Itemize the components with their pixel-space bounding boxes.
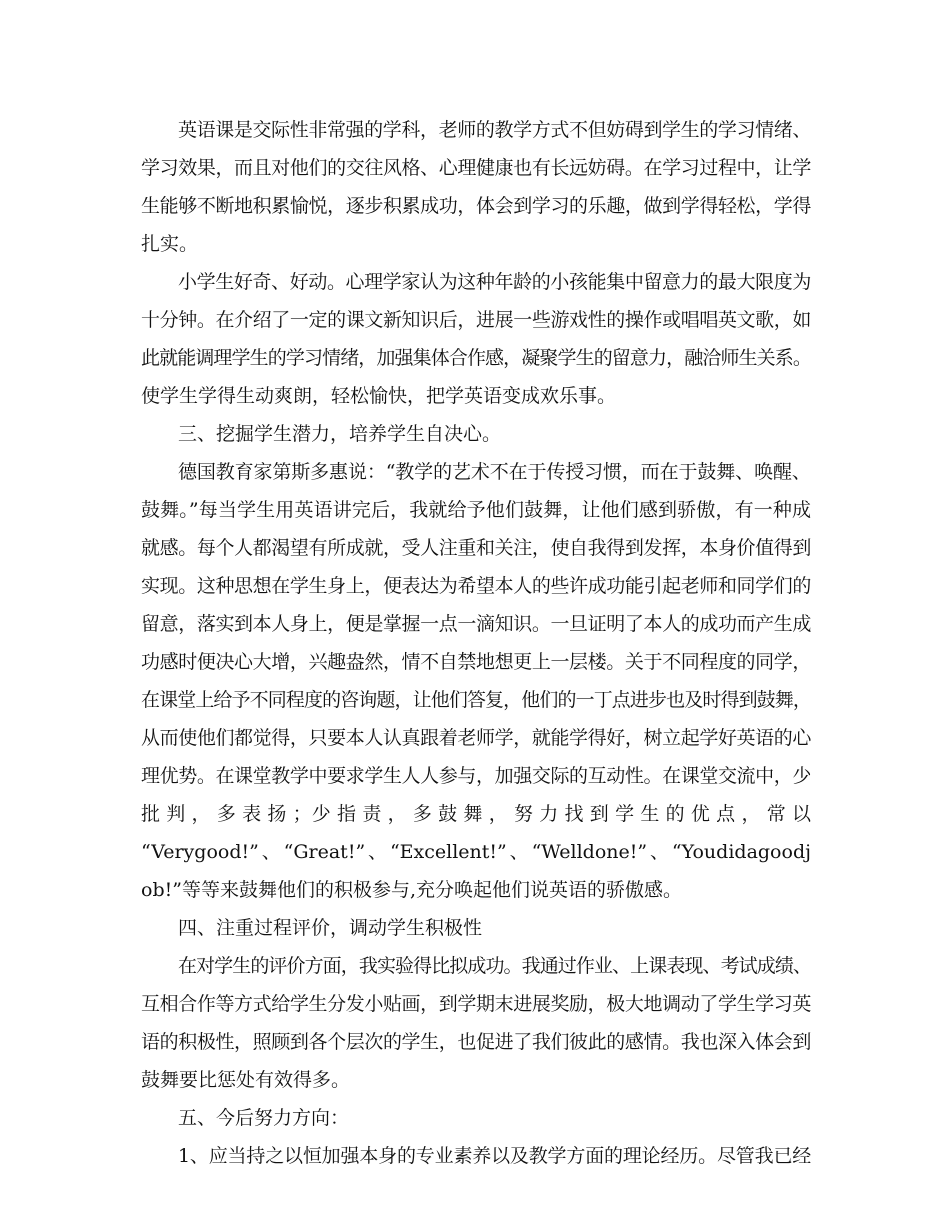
text-line: 批 判 ， 多 表 扬 ；少 指 责 ， 多 鼓 舞 ， 努 力 找 到 学 生 的 优 点 ， 常 以 <box>141 803 811 825</box>
section-heading: 四、注重过程评价，调动学生积极性 <box>178 917 483 939</box>
text-line: “Verygood!”、“Great!”、“Excellent!”、“Welldone!”、“Youdidagoodj <box>141 841 811 863</box>
text-line: 功感时便决心大增，兴趣盎然，情不自禁地想更上一层楼。关于不同程度的同学， <box>141 651 811 673</box>
text-line: 生能够不断地积累愉悦，逐步积累成功，体会到学习的乐趣，做到学得轻松，学得 <box>141 195 811 217</box>
text-line: 使学生学得生动爽朗，轻松愉快，把学英语变成欢乐事。 <box>141 385 617 407</box>
text-line: 语的积极性，照顾到各个层次的学生，也促进了我们彼此的感情。我也深入体会到 <box>141 1031 811 1053</box>
text-line: 鼓舞。”每当学生用英语讲完后，我就给予他们鼓舞，让他们感到骄傲，有一种成 <box>141 499 811 521</box>
section-heading: 三、挖掘学生潜力，培养学生自决心。 <box>178 423 502 445</box>
text-line: 此就能调理学生的学习情绪，加强集体合作感，凝聚学生的留意力，融洽师生关系。 <box>141 347 811 369</box>
text-line: 实现。这种思想在学生身上，便表达为希望本人的些许成功能引起老师和同学们的 <box>141 575 811 597</box>
text-line: 扎实。 <box>141 233 199 255</box>
text-line: 1、应当持之以恒加强本身的专业素养以及教学方面的理论经历。尽管我已经 <box>178 1145 812 1167</box>
text-line: 德国教育家第斯多惠说：“教学的艺术不在于传授习惯，而在于鼓舞、唤醒、 <box>178 461 811 483</box>
text-line: 留意，落实到本人身上，便是掌握一点一滴知识。一旦证明了本人的成功而产生成 <box>141 613 811 635</box>
text-line: 十分钟。在介绍了一定的课文新知识后，进展一些游戏性的操作或唱唱英文歌，如 <box>141 309 811 331</box>
text-line: 理优势。在课堂教学中要求学生人人参与，加强交际的互动性。在课堂交流中，少 <box>141 765 811 787</box>
text-line: 小学生好奇、好动。心理学家认为这种年龄的小孩能集中留意力的最大限度为 <box>178 271 812 293</box>
text-line: 在对学生的评价方面，我实验得比拟成功。我通过作业、上课表现、考试成绩、 <box>178 955 812 977</box>
text-line: 就感。每个人都渴望有所成就，受人注重和关注，使自我得到发挥，本身价值得到 <box>141 537 811 559</box>
text-line: 从而使他们都觉得，只要本人认真跟着老师学，就能学得好，树立起学好英语的心 <box>141 727 811 749</box>
section-heading: 五、今后努力方向： <box>178 1107 350 1129</box>
text-line: 鼓舞要比惩处有效得多。 <box>141 1069 351 1091</box>
text-line: 在课堂上给予不同程度的咨询题，让他们答复，他们的一丁点进步也及时得到鼓舞， <box>141 689 811 711</box>
text-line: 英语课是交际性非常强的学科，老师的教学方式不但妨碍到学生的学习情绪、 <box>178 119 812 141</box>
text-line: 互相合作等方式给学生分发小贴画，到学期末进展奖励，极大地调动了学生学习英 <box>141 993 811 1015</box>
text-line: ob!”等等来鼓舞他们的积极参与,充分唤起他们说英语的骄傲感。 <box>141 879 682 901</box>
text-line: 学习效果，而且对他们的交往风格、心理健康也有长远妨碍。在学习过程中，让学 <box>141 157 811 179</box>
